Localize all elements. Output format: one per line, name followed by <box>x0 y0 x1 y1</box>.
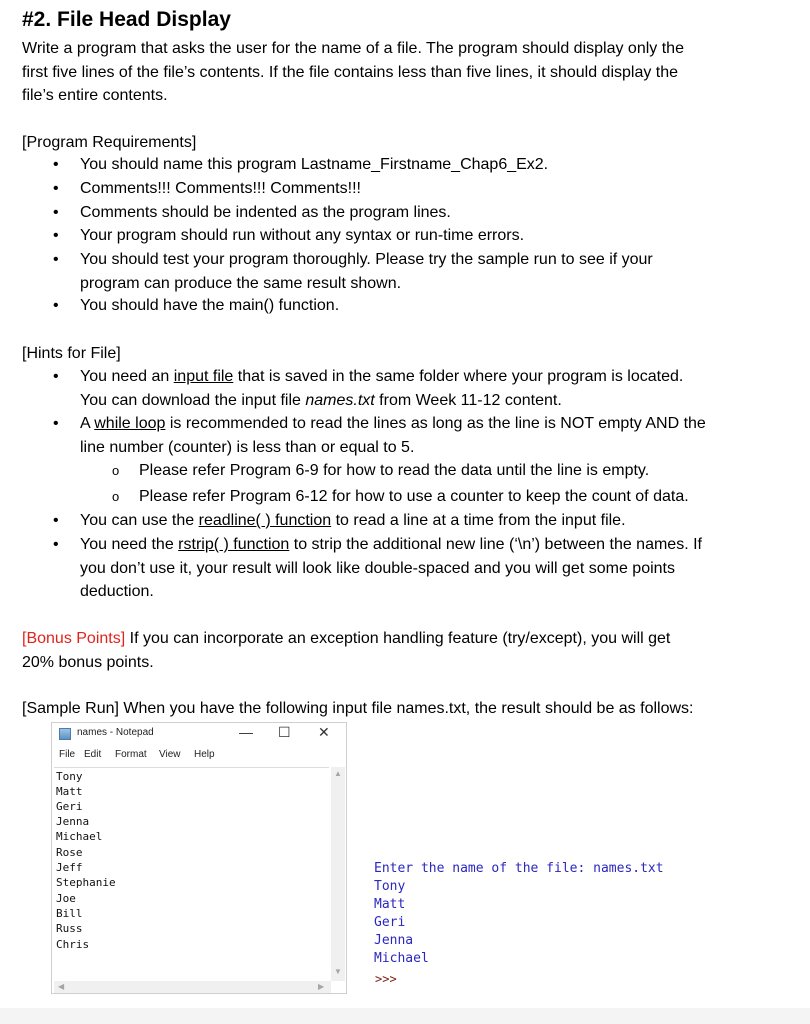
page-bottom-edge <box>0 1008 810 1024</box>
menu-format[interactable]: Format <box>115 749 147 760</box>
menu-help[interactable]: Help <box>194 749 215 760</box>
notepad-menubar <box>52 747 346 765</box>
while-loop-link[interactable]: while loop <box>94 415 166 432</box>
menu-view[interactable]: View <box>159 749 181 760</box>
text-line: Jenna <box>56 815 90 828</box>
text-line: Geri <box>56 800 83 813</box>
vertical-scrollbar[interactable] <box>331 767 345 981</box>
scroll-right-icon[interactable]: ▶ <box>318 982 325 991</box>
intro-line: file’s entire contents. <box>22 87 168 104</box>
text-line: Jeff <box>56 861 83 874</box>
notepad-titlebar <box>52 723 346 745</box>
sample-run-line: [Sample Run] When you have the following input file names.txt, the result should be as follows: <box>22 700 694 717</box>
minimize-icon[interactable]: — <box>239 724 253 740</box>
maximize-icon[interactable]: ☐ <box>278 724 291 740</box>
page-title: #2. File Head Display <box>22 8 231 31</box>
shell-prompt: >>> <box>375 972 397 986</box>
notepad-text-area[interactable] <box>54 767 329 982</box>
scroll-left-icon[interactable]: ◀ <box>58 982 65 991</box>
requirements-heading: [Program Requirements] <box>22 134 197 151</box>
notepad-app-icon <box>59 728 71 740</box>
notepad-title: names - Notepad <box>77 727 154 738</box>
text-line: Matt <box>56 785 83 798</box>
shell-output-line: Tony <box>374 879 406 894</box>
rstrip-link[interactable]: rstrip( ) function <box>178 536 290 553</box>
scroll-down-icon[interactable]: ▼ <box>334 967 342 976</box>
horizontal-scrollbar[interactable] <box>54 981 331 993</box>
text-line: Tony <box>56 770 83 783</box>
readline-link[interactable]: readline( ) function <box>198 512 332 529</box>
text-line: Stephanie <box>56 876 116 889</box>
text-line: Chris <box>56 938 90 951</box>
text-line: Russ <box>56 922 83 935</box>
menu-edit[interactable]: Edit <box>84 749 102 760</box>
scroll-up-icon[interactable]: ▲ <box>334 769 342 778</box>
bonus-paragraph: [Bonus Points] If you can incorporate an exception handling feature (try/except), you will get 20% bonus points. <box>22 630 671 671</box>
close-icon[interactable]: ✕ <box>318 724 330 740</box>
shell-output-line: Matt <box>374 897 406 912</box>
shell-output-line: Jenna <box>374 933 414 948</box>
shell-output-line: Geri <box>374 915 406 930</box>
text-line: Michael <box>56 830 103 843</box>
intro-paragraph <box>22 37 792 108</box>
text-line: Bill <box>56 907 83 920</box>
shell-output-line: Enter the name of the file: names.txt <box>374 861 664 876</box>
shell-output-line: Michael <box>374 951 429 966</box>
text-line: Joe <box>56 892 76 905</box>
intro-line: first five lines of the file’s contents. If the file contains less than five lines, it should display the <box>22 63 679 81</box>
intro-line: Write a program that asks the user for the name of a file. The program should display only the <box>22 40 684 57</box>
menu-file[interactable]: File <box>59 749 76 760</box>
notepad-window <box>51 722 347 994</box>
input-file-link[interactable]: input file <box>173 368 234 385</box>
hints-heading: [Hints for File] <box>22 345 121 362</box>
text-line: Rose <box>56 846 83 859</box>
bonus-label: [Bonus Points] <box>22 630 126 647</box>
